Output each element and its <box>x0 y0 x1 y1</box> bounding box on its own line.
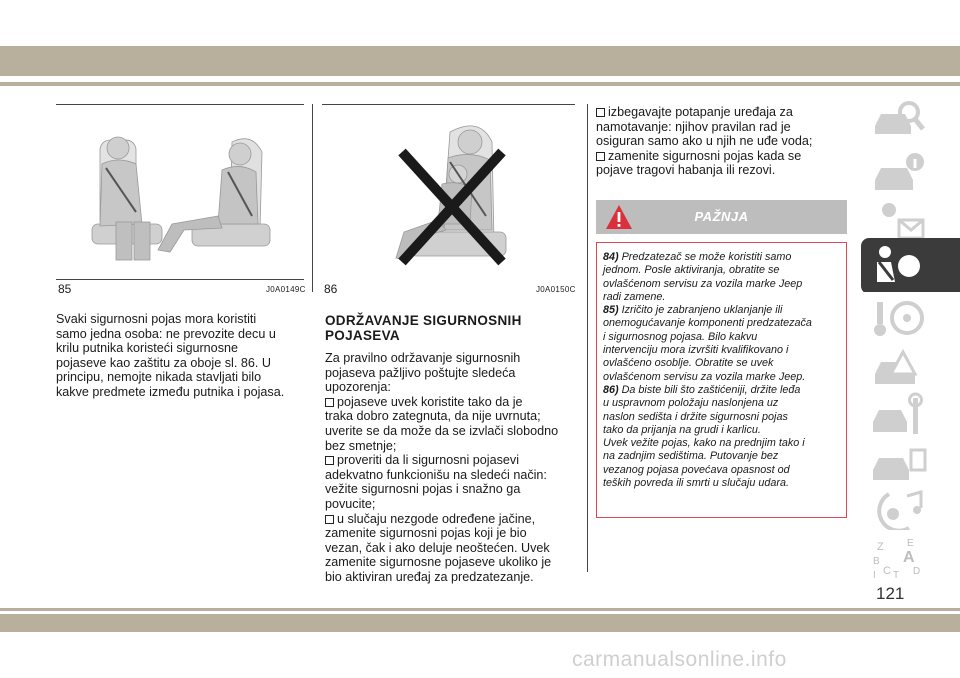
watermark: carmanualsonline.info <box>572 648 787 671</box>
text-line: principu, nemojte nikada stavljati bilo <box>56 370 262 385</box>
text-line: Za pravilno održavanje sigurnosnih <box>325 351 521 365</box>
index-letter: B <box>873 556 880 567</box>
text-line: Izričito je zabranjeno uklanjanje ili <box>621 304 783 317</box>
section-heading <box>325 313 522 343</box>
text-line: kakve predmete između putnika i pojasa. <box>56 384 285 399</box>
bullet-checkbox-icon <box>596 152 605 161</box>
car-search-icon <box>869 96 929 144</box>
text-line: radi zamene. <box>603 290 666 303</box>
car-tools-icon <box>869 392 929 440</box>
heading-line: POJASEVA <box>325 328 400 343</box>
bullet-checkbox-icon <box>596 108 605 117</box>
sidebar-tab-seatbelt-airbag[interactable] <box>861 238 960 294</box>
text-line: jednom. Posle aktiviranja, obratite se <box>603 264 780 277</box>
index-letter: C <box>883 565 891 577</box>
bullet-checkbox-icon <box>325 398 334 407</box>
text-line: ovlašćenom servisu za vozila marke Jeep. <box>603 370 806 383</box>
text-line: pojaseve kao zaštitu za oboje sl. 86. U <box>56 355 271 370</box>
header-band <box>0 46 960 76</box>
figure-number: 85 <box>58 282 72 296</box>
index-letter: I <box>873 570 876 581</box>
text-line: Da biste bili što zaštićeniji, držite leđa <box>621 383 801 396</box>
index-letter: D <box>913 566 921 577</box>
text-line: na zadnjim sedištima. Putovanje bez <box>603 450 779 463</box>
warning-number: 85) <box>603 304 619 317</box>
multimedia-nav-icon <box>869 488 929 536</box>
figure-86-child-on-lap-crossed <box>330 112 574 272</box>
col-divider-1 <box>312 104 313 292</box>
text-line: zamenite sigurnosni pojas koji je bio <box>325 526 527 541</box>
footer-rule <box>0 608 960 611</box>
text-line: osiguran samo ako u njih ne uđe voda; <box>596 134 813 149</box>
sidebar-tab-index[interactable] <box>861 530 960 586</box>
index-letter: A <box>903 549 915 566</box>
index-letter: E <box>907 538 914 549</box>
text-line: intervenciju mora izvršiti kvalifikovano i <box>603 344 789 357</box>
text-line: izbegavajte potapanje uređaja za <box>608 105 793 119</box>
figure-85-seated-passengers <box>62 112 300 270</box>
text-line: samo jedna osoba: ne prevozite decu u <box>56 326 276 341</box>
fig85-bottom-rule <box>56 279 304 280</box>
warning-number: 86) <box>603 383 619 396</box>
bullet-checkbox-icon <box>325 515 334 524</box>
text-line: u uspravnom položaju naslonjena uz <box>603 397 779 410</box>
text-line: proveriti da li sigurnosni pojasevi <box>337 453 520 468</box>
text-line: Predzatezač se može koristiti samo <box>621 251 792 263</box>
text-line: pojave tragovi habanja ili rezovi. <box>596 163 776 178</box>
text-line: pojaseva pažljivo poštujte sledeća <box>325 365 516 380</box>
figure-number: 86 <box>324 282 338 296</box>
warning-item-84 <box>603 251 840 490</box>
warning-box <box>596 242 847 518</box>
text-line: ovlašćenom servisu za vozila marke Jeep <box>603 277 803 290</box>
warning-number: 84) <box>603 251 619 263</box>
text-line: teških povreda ili smrti u slučaju udara. <box>603 477 790 490</box>
text-line: vezan, čak i ako deluje neoštećen. Uvek <box>325 540 550 555</box>
figure-code: J0A0150C <box>536 285 576 294</box>
key-steering-wheel-icon <box>869 296 929 344</box>
text-line: tako da prijanja na grudi i karlicu. <box>603 423 761 436</box>
text-line: vezanog pojasa povećava opasnost od <box>603 463 790 476</box>
dashboard-lights-icon <box>869 194 929 242</box>
text-line: Svaki sigurnosni pojas mora koristiti <box>56 312 257 326</box>
text-line: namotavanje: njihov pravilan rad je <box>596 119 791 134</box>
index-letter: T <box>893 570 900 581</box>
sidebar-tab-car-search[interactable] <box>861 92 960 148</box>
text-line: krilu putnika koristeći sigurnosne <box>56 341 238 356</box>
car-warning-icon <box>869 344 929 392</box>
footer-band <box>0 614 960 632</box>
text-line: traka dobro zategnuta, da nije uvrnuta; <box>325 409 541 424</box>
text-line: bio aktiviran uređaj za predzatezanje. <box>325 569 534 584</box>
warning-title: PAŽNJA <box>694 209 749 224</box>
text-line: zamenite sigurnosne pojaseve ukoliko je <box>325 555 552 570</box>
car-spec-icon <box>869 440 929 488</box>
text-line: ovlašćeno osoblje. Obratite se uvek <box>603 357 774 370</box>
header-rule <box>0 82 960 86</box>
col1-top-rule <box>56 104 304 105</box>
text-line: i sigurnosnog pojasa. Bilo kakvu <box>603 330 758 343</box>
text-line: u slučaju nezgode određene jačine, <box>337 511 536 526</box>
text-line: onemogućavanje komponenti predzatezača <box>603 317 812 330</box>
col3-body <box>596 105 854 178</box>
text-line: naslon sedišta i držite sigurnosni pojas <box>603 410 788 423</box>
text-line: povucite; <box>325 496 376 511</box>
col1-paragraph <box>56 312 306 400</box>
text-line: Uvek vežite pojas, kako na prednjim tako i <box>603 437 805 450</box>
text-line: zamenite sigurnosni pojas kada se <box>608 148 802 163</box>
warning-header <box>596 200 847 234</box>
heading-line: ODRŽAVANJE SIGURNOSNIH <box>325 313 522 328</box>
figure-code: J0A0149C <box>266 285 306 294</box>
seatbelt-airbag-icon <box>869 242 929 290</box>
text-line: adekvatno funkcionišu na sledeći način: <box>325 467 547 482</box>
text-line: bez smetnje; <box>325 438 397 453</box>
text-line: upozorenja: <box>325 380 391 395</box>
index-letter: Z <box>877 541 884 553</box>
text-line: uverite se da može da se izvlači slobodno <box>325 423 559 438</box>
page-number: 121 <box>876 584 905 603</box>
text-line: vežite sigurnosni pojas i snažno ga <box>325 482 521 497</box>
index-letters-icon <box>869 534 929 582</box>
col-divider-2 <box>587 104 588 572</box>
text-line: pojaseve uvek koristite tako da je <box>337 394 523 409</box>
col2-top-rule <box>322 104 575 105</box>
col2-body <box>325 351 585 585</box>
bullet-checkbox-icon <box>325 456 334 465</box>
